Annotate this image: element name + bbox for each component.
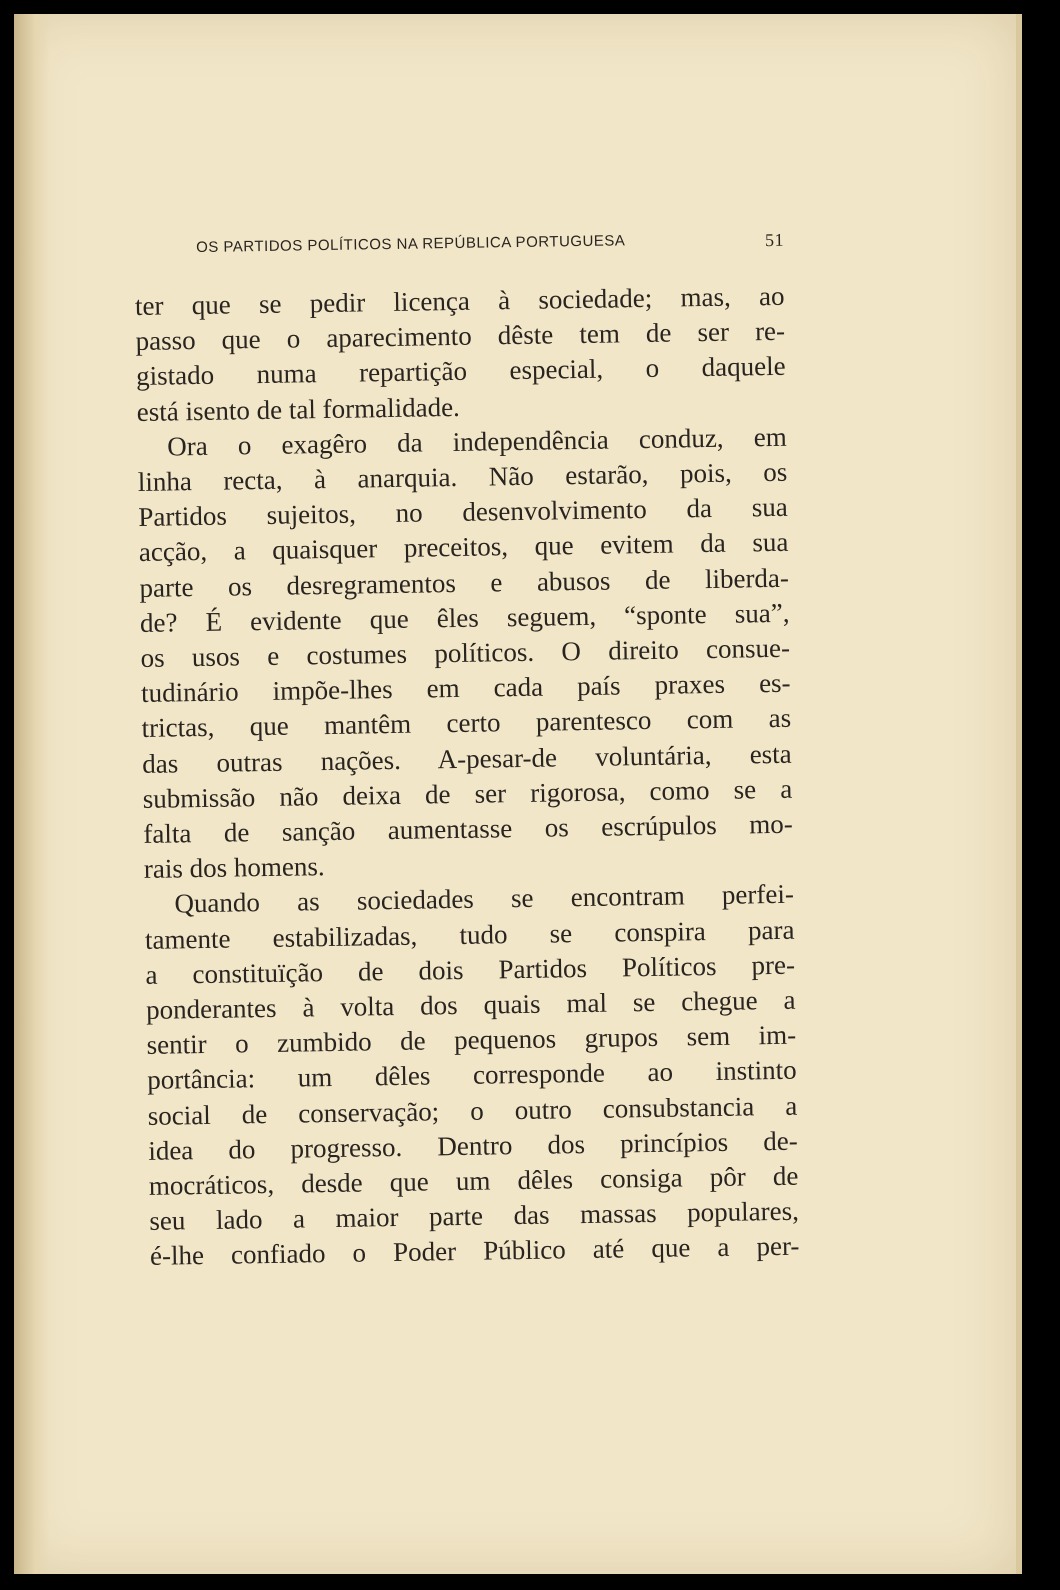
text-line: seu lado a maior parte das massas populares, [149, 1195, 800, 1237]
text-line: sentir o zumbido de pequenos grupos sem im- [146, 1019, 797, 1061]
text-line: gistado numa repartição especial, o daquele [135, 351, 786, 392]
page-number: 51 [764, 229, 785, 251]
text-line: passo que o aparecimento dêste tem de ser re- [135, 315, 786, 357]
text-line: de? É evidente que êles seguem, “sponte sua”, [139, 597, 790, 638]
text-line: rais dos homens. [143, 851, 325, 885]
body-text [135, 279, 800, 1275]
text-line: tamente estabilizadas, tudo se conspira para [144, 914, 795, 955]
text-line: submissão não deixa de ser rigorosa, como se a [142, 773, 793, 814]
text-line: ter que se pedir licença à sociedade; mas, ao [134, 280, 785, 321]
text-line: Quando as sociedades se encontram perfei- [174, 879, 795, 919]
text-line: é-lhe confiado o Poder Público até que a per- [149, 1231, 800, 1272]
running-head-title: OS PARTIDOS POLÍTICOS NA REPÚBLICA PORTUGUESA [195, 232, 626, 257]
text-line: linha recta, à anarquia. Não estarão, pois, os [137, 456, 788, 497]
text-line: idea do progresso. Dentro dos princípios de- [148, 1125, 798, 1166]
text-line: parte os desregramentos e abusos de liberda- [139, 562, 790, 603]
text-line: acção, a quaisquer preceitos, que evitem da sua [138, 527, 789, 568]
text-line: tudinário impõe-lhes em cada país praxes es- [140, 667, 791, 709]
text-line: falta de sanção aumentasse os escrúpulos mo- [143, 808, 793, 849]
text-block [134, 230, 800, 1275]
text-line: a constituïção de dois Partidos Políticos pre- [145, 949, 796, 990]
text-line: Ora o exagêro da independência conduz, em [167, 421, 787, 462]
text-line: está isento de tal formalidade. [136, 391, 461, 427]
text-line: trictas, que mantêm certo parentesco com as [141, 703, 792, 744]
text-line: Partidos sujeitos, no desenvolvimento da sua [138, 491, 789, 533]
page-gutter-shadow [14, 14, 50, 1574]
text-line: ponderantes à volta dos quais mal se chegue a [145, 984, 796, 1025]
text-line: das outras nações. A-pesar-de voluntária, esta [141, 738, 792, 779]
text-line: social de conservação; o outro consubstancia a [147, 1090, 798, 1131]
text-line: portância: um dêles corresponde ao instinto [146, 1055, 797, 1096]
text-line: mocráticos, desde que um dêles consiga pôr de [148, 1160, 799, 1201]
text-line: os usos e costumes políticos. O direito consue- [140, 632, 791, 673]
